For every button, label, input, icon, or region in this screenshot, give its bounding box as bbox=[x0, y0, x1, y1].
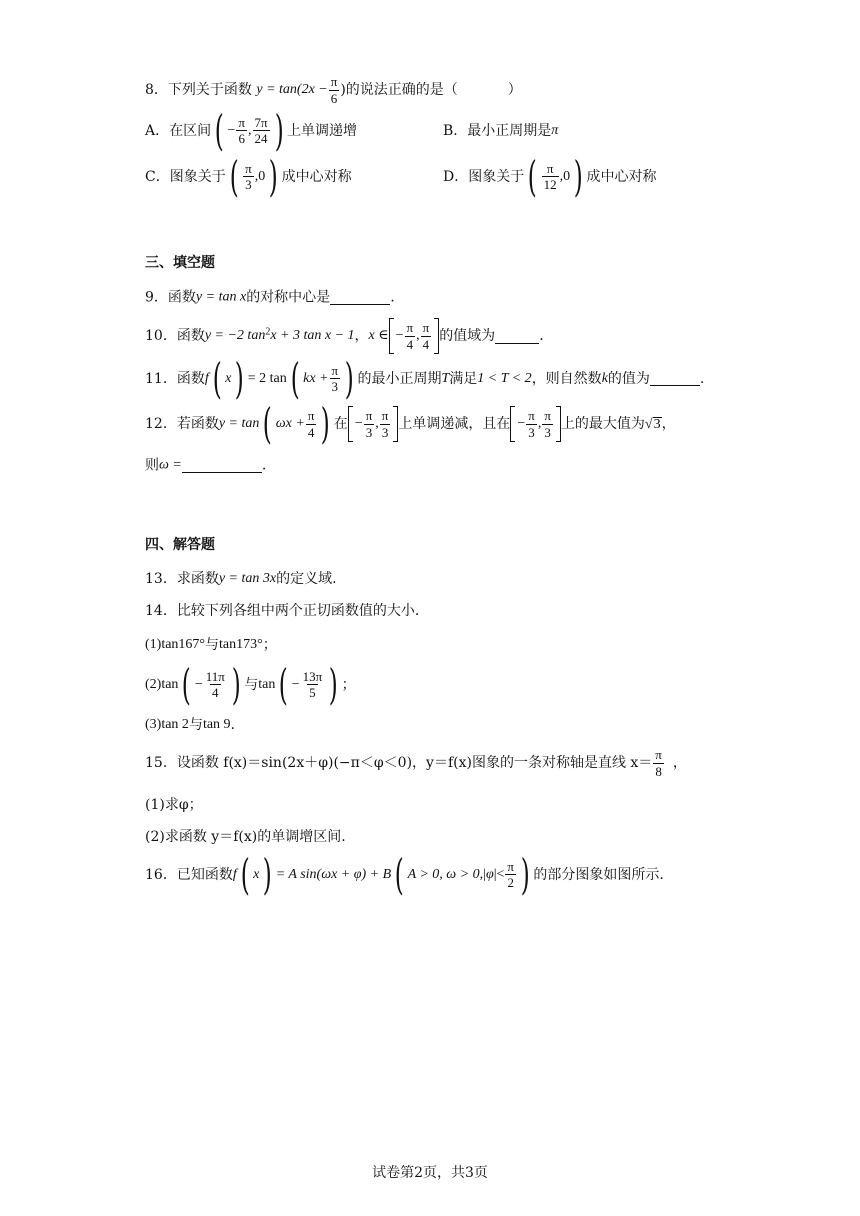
q10: 10．函数y = −2 $\tan^2x + 3$ tan x − 1，x ∈ − $\frac{\pi}{4}$ , π 4 的值域为 . bbox=[145, 318, 544, 354]
q8-option-a: A．在区间 ( − $\frac{\pi}{6}$ , 7π 24 ) 上单调递增 bbox=[145, 106, 357, 155]
q13: 13．求函数y = tan 3x的定义域. bbox=[145, 571, 337, 587]
q14-part3: (3)tan 2与tan 9. bbox=[145, 717, 235, 733]
q8-option-b: B．最小正周期是π bbox=[443, 123, 559, 139]
q14-stem: 14．比较下列各组中两个正切函数值的大小． bbox=[145, 603, 429, 619]
q8-option-c: C．图象关于 ( π 3 ,0 ) 成中心对称 bbox=[145, 152, 352, 201]
q12: 12．若函数y = tan ( ωx + $\frac{\pi}{4}$ ) 在 − $\frac{\pi}{3}$ , π 3 上单调递减，且在 − $\frac{\pi}{3}$ , π 3 上的最大值为 √ 3 ， bbox=[145, 399, 676, 449]
q9: 9．函数y = tan x的对称中心是 . bbox=[145, 289, 395, 306]
q14-part1: (1)tan167°与tan173°； bbox=[145, 637, 277, 653]
q11: 11．函数f ( x ) = 2 tan ( kx + $\frac{\pi}{3}$ ) 的最小正周期T满足1 < T < 2，则自然数k的值为 . bbox=[145, 354, 705, 403]
q15: 15．设函数 f(x)＝sin(2x＋φ)(−π＜φ＜0)，y＝f(x)图象的一条对称轴是直线 x＝ $\frac{\pi}{8}$ ， bbox=[145, 747, 687, 779]
q15-part1: (1)求φ； bbox=[145, 797, 203, 813]
q8-stem: 8．下列关于函数 y = tan(2x − $\frac{\pi}{6}$ )的说法正确的是（ ） bbox=[145, 74, 522, 106]
q15-part2: (2)求函数 y＝f(x)的单调增区间. bbox=[145, 829, 346, 845]
q8-option-d: D．图象关于 ( π 12 ,0 ) 成中心对称 bbox=[443, 152, 657, 201]
q14-part2: (2)tan ( − $\frac{11\pi}{4}$ ) 与tan ( − $\frac{13\pi}{5}$ ) ； bbox=[145, 660, 356, 709]
section-fill-in-title: 三、填空题 bbox=[145, 255, 215, 271]
q12-line2: 则ω = . bbox=[145, 457, 267, 474]
q16: 16．已知函数f ( x ) = A sin(ωx + φ) + B ( A > 0, ω > 0, | φ | < π 2 ) 的部分图象如图所示. bbox=[145, 850, 664, 899]
section-answer-title: 四、解答题 bbox=[145, 537, 215, 553]
page-footer: 试卷第2页，共3页 bbox=[372, 1165, 488, 1181]
